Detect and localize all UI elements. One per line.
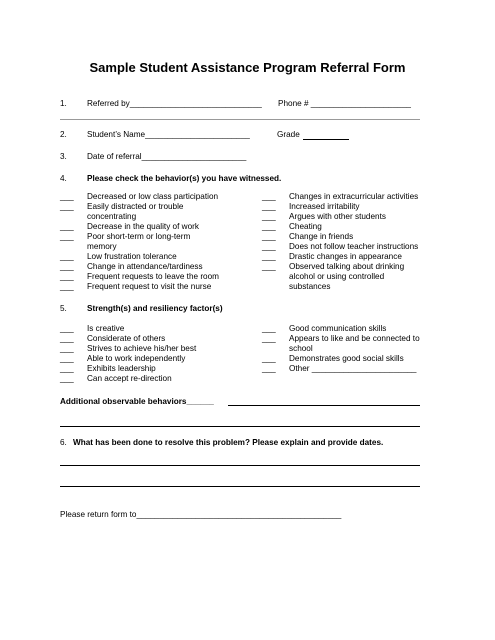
behavior-item[interactable] [262,262,418,272]
behavior-label: concentrating [87,212,137,221]
checkbox-blank[interactable]: ___ [60,262,74,271]
behavior-item[interactable] [60,222,219,232]
checkbox-blank[interactable]: ___ [262,212,276,221]
behavior-label: Decrease in the quality of work [87,222,199,231]
checkbox-blank[interactable]: ___ [262,202,276,211]
checkbox-blank[interactable]: ___ [60,232,74,241]
behavior-label: memory [87,242,117,251]
strength-label: Is creative [87,324,125,333]
behavior-label: Drastic changes in appearance [289,252,402,261]
checkbox-blank[interactable]: ___ [262,192,276,201]
q3-number: 3. [60,152,67,161]
strength-label: Demonstrates good social skills [289,354,404,363]
behavior-item [262,282,418,292]
q6-number: 6. [60,438,67,447]
behavior-item [60,212,219,222]
behavior-item[interactable] [262,222,418,232]
strength-label: Exhibits leadership [87,364,156,373]
behavior-label: Change in attendance/tardiness [87,262,203,271]
checkbox-blank[interactable]: ___ [60,324,74,333]
behavior-label: Changes in extracurricular activities [289,192,419,201]
behavior-item[interactable] [262,202,418,212]
checkbox-blank[interactable]: ___ [262,252,276,261]
strength-label: school [289,344,313,353]
behavior-item[interactable] [60,192,219,202]
behavior-label: Poor short-term or long-term [87,232,191,241]
strength-item [262,344,420,354]
strength-item[interactable] [60,334,196,344]
behavior-label: Does not follow teacher instructions [289,242,419,251]
strength-label: Considerate of others [87,334,166,343]
strength-item[interactable] [262,324,420,334]
behavior-item[interactable] [262,242,418,252]
student-name-field[interactable]: Student’s Name_______________________ [87,130,250,139]
behavior-label: substances [289,282,331,291]
behavior-item [262,272,418,282]
strength-item[interactable] [60,344,196,354]
resolution-line-2[interactable] [60,486,420,487]
checkbox-blank [262,272,289,282]
strength-label: Other _______________________ [289,364,417,373]
checkbox-blank[interactable]: ___ [60,364,74,373]
checkbox-blank[interactable]: ___ [262,222,276,231]
strength-label: Appears to like and be connected to [289,334,420,343]
strength-item[interactable] [60,324,196,334]
checkbox-blank[interactable]: ___ [60,344,74,353]
strength-item[interactable] [262,364,420,374]
strength-label: Can accept re-direction [87,374,172,383]
behavior-item[interactable] [60,202,219,212]
checkbox-blank [262,344,289,354]
checkbox-blank[interactable]: ___ [60,374,74,383]
checkbox-blank[interactable]: ___ [60,252,74,261]
behavior-item[interactable] [60,252,219,262]
checkbox-blank[interactable]: ___ [262,334,276,343]
additional-behaviors-line-2[interactable] [60,426,420,427]
strength-item[interactable] [60,374,196,384]
behavior-label: Increased irritability [289,202,360,211]
checkbox-blank[interactable]: ___ [60,282,74,291]
strength-label: Strives to achieve his/her best [87,344,197,353]
checkbox-blank[interactable]: ___ [262,324,276,333]
strength-label: Good communication skills [289,324,387,333]
behavior-label: Observed talking about drinking [289,262,405,271]
behavior-item[interactable] [60,272,219,282]
form-title: Sample Student Assistance Program Referral Form [89,60,406,75]
behavior-item[interactable] [60,282,219,292]
checkbox-blank[interactable]: ___ [60,354,74,363]
behavior-label: Easily distracted or trouble [87,202,184,211]
strength-item[interactable] [60,354,196,364]
checkbox-blank[interactable]: ___ [60,222,74,231]
q1-number: 1. [60,99,67,108]
strength-item[interactable] [60,364,196,374]
checkbox-blank [60,212,87,222]
behavior-label: Frequent requests to leave the room [87,272,219,281]
additional-behaviors-line[interactable] [228,405,420,406]
checkbox-blank[interactable]: ___ [60,202,74,211]
strengths-right-list [262,324,420,374]
behavior-item[interactable] [262,232,418,242]
strength-item[interactable] [262,354,420,364]
strength-item[interactable] [262,334,420,344]
strength-label: Able to work independently [87,354,186,363]
checkbox-blank[interactable]: ___ [60,192,74,201]
checkbox-blank[interactable]: ___ [262,364,276,373]
behavior-label: Cheating [289,222,322,231]
additional-behaviors-label: Additional observable behaviors______ [60,397,214,406]
grade-field[interactable] [303,139,349,140]
referred-by-field[interactable]: Referred by_____________________________ [87,99,262,108]
divider [60,119,420,120]
checkbox-blank[interactable]: ___ [262,262,276,271]
q6-question: What has been done to resolve this problem? Please explain and provide dates. [73,438,384,447]
checkbox-blank [60,242,87,252]
behaviors-left-list [60,192,219,292]
behavior-label: Decreased or low class participation [87,192,219,201]
behavior-label: alcohol or using controlled [289,272,385,281]
resolution-line-1[interactable] [60,465,420,466]
checkbox-blank[interactable]: ___ [60,272,74,281]
behavior-label: Frequent request to visit the nurse [87,282,212,291]
behavior-label: Low frustration tolerance [87,252,177,261]
behavior-label: Argues with other students [289,212,386,221]
q2-number: 2. [60,130,67,139]
q4-number: 4. [60,174,67,183]
behaviors-right-list [262,192,418,292]
behavior-item[interactable] [60,232,219,242]
q5-number: 5. [60,304,67,313]
strengths-left-list [60,324,196,384]
date-of-referral-field[interactable]: Date of referral_______________________ [87,152,247,161]
phone-field[interactable]: Phone # ______________________ [278,99,411,108]
behavior-item [60,242,219,252]
behavior-item[interactable] [262,212,418,222]
behavior-label: Change in friends [289,232,354,241]
q5-heading: Strength(s) and resiliency factor(s) [87,304,223,313]
checkbox-blank[interactable]: ___ [262,354,276,363]
behavior-item[interactable] [262,192,418,202]
checkbox-blank[interactable]: ___ [262,232,276,241]
behavior-item[interactable] [262,252,418,262]
checkbox-blank[interactable]: ___ [60,334,74,343]
return-form-to-field[interactable]: Please return form to_____________________________________________ [60,510,342,519]
behavior-item[interactable] [60,262,219,272]
q4-heading: Please check the behavior(s) you have witnessed. [87,174,282,183]
checkbox-blank [262,282,289,292]
grade-label: Grade [277,130,300,139]
checkbox-blank[interactable]: ___ [262,242,276,251]
